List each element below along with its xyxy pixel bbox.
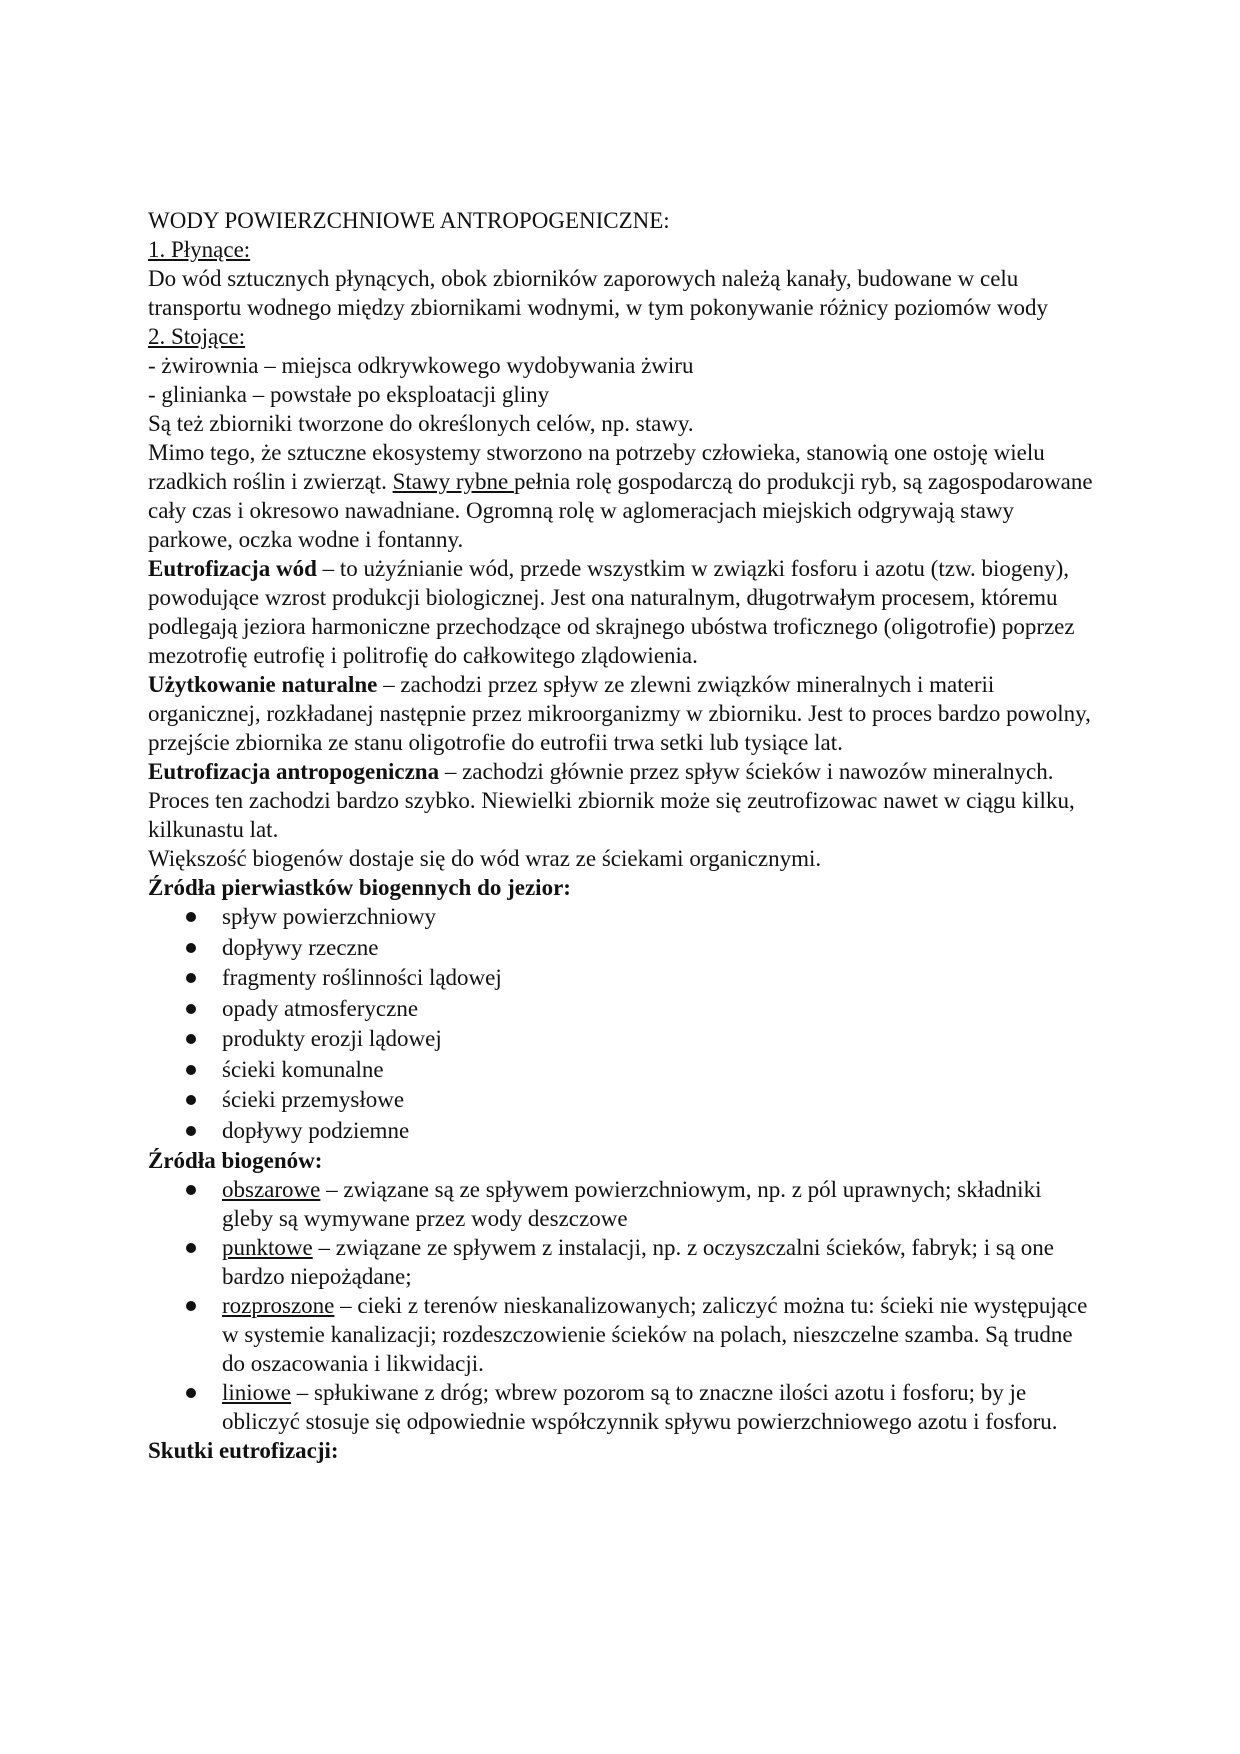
source-term: rozproszone bbox=[222, 1293, 335, 1318]
list-item bbox=[148, 1175, 1098, 1233]
list-item: spływ powierzchniowy bbox=[148, 902, 1098, 933]
source-term: obszarowe bbox=[222, 1177, 321, 1202]
list-item: dopływy podziemne bbox=[148, 1116, 1098, 1147]
bullet-icon bbox=[186, 973, 196, 983]
list-item bbox=[148, 1291, 1098, 1378]
natural-use-definition bbox=[148, 670, 1098, 757]
eutrophication-term: Eutrofizacja wód bbox=[148, 556, 317, 581]
lake-sources-heading: Źródła pierwiastków biogennych do jezior: bbox=[148, 875, 571, 900]
anthropogenic-definition bbox=[148, 757, 1098, 844]
bullet-icon bbox=[186, 943, 196, 953]
natural-use-term: Użytkowanie naturalne bbox=[148, 672, 378, 697]
section-flowing-text: Do wód sztucznych płynących, obok zbiorników zaporowych należą kanały, budowane w celu transportu wodnego między zbiornikami wodnymi, w tym pokonywanie różnicy poziomów wody bbox=[148, 266, 1049, 320]
list-item bbox=[148, 1233, 1098, 1291]
source-term: punktowe bbox=[222, 1235, 313, 1260]
bullet-icon bbox=[186, 1301, 196, 1311]
bullet-icon bbox=[186, 1185, 196, 1195]
section-standing-heading: 2. Stojące: bbox=[148, 324, 246, 349]
document-page bbox=[148, 206, 1098, 1465]
bullet-icon bbox=[186, 1034, 196, 1044]
eutrophication-definition bbox=[148, 554, 1098, 670]
standing-para-purpose: Są też zbiorniki tworzone do określonych celów, np. stawy. bbox=[148, 411, 694, 436]
source-term: liniowe bbox=[222, 1380, 291, 1405]
bullet-icon bbox=[186, 1126, 196, 1136]
source-description: – związane są ze spływem powierzchniowym, np. z pól uprawnych; składniki gleby są wymywane przez wody deszczowe bbox=[222, 1177, 1042, 1231]
bullet-icon bbox=[186, 1004, 196, 1014]
standing-para-ecosystems bbox=[148, 438, 1098, 554]
standing-item-gravel-pit: - żwirownia – miejsca odkrywkowego wydobywania żwiru bbox=[148, 353, 694, 378]
natural-use-text: – zachodzi przez spływ ze zlewni związków mineralnych i materii organicznej, rozkładanej następnie przez mikroorganizmy w zbiorniku. Jest to proces bardzo powolny, przejście zbiornika ze stanu oligotrofie do eutrofii trwa setki lub tysiące lat. bbox=[148, 672, 1091, 755]
ecosystems-text-b: pełnia rolę gospodarczą do produkcji ryb, są zagospodarowane cały czas i okresowo nawadniane. Ogromną rolę w aglomeracjach miejskich odgrywają stawy parkowe, oczka wodne i fontanny. bbox=[148, 469, 1093, 552]
bullet-icon bbox=[186, 1095, 196, 1105]
effects-heading: Skutki eutrofizacji: bbox=[148, 1438, 339, 1463]
anthropogenic-term: Eutrofizacja antropogeniczna bbox=[148, 759, 440, 784]
source-description: – związane ze spływem z instalacji, np. z oczyszczalni ścieków, fabryk; i są one bardzo niepożądane; bbox=[222, 1235, 1054, 1289]
section-flowing-heading: 1. Płynące: bbox=[148, 237, 251, 262]
lake-sources-list bbox=[148, 902, 1098, 1146]
eutrophication-text: – to użyźnianie wód, przede wszystkim w związki fosforu i azotu (tzw. biogeny), powodujące wzrost produkcji biologicznej. Jest ona naturalnym, długotrwałym procesem, któremu podlegają jeziora harmoniczne przechodzące od skrajnego ubóstwa troficznego (oligotrofie) poprzez mezotrofię eutrofię i politrofię do całkowitego zlądowienia. bbox=[148, 556, 1075, 668]
bullet-icon bbox=[186, 912, 196, 922]
list-item: fragmenty roślinności lądowej bbox=[148, 963, 1098, 994]
biogen-sources-heading: Źródła biogenów: bbox=[148, 1148, 323, 1173]
anthropogenic-text: – zachodzi głównie przez spływ ścieków i nawozów mineralnych. Proces ten zachodzi bardzo szybko. Niewielki zbiornik może się zeutrofizowac nawet w ciągu kilku, kilkunastu lat. bbox=[148, 759, 1075, 842]
list-item: opady atmosferyczne bbox=[148, 994, 1098, 1025]
ecosystems-text-a: Mimo tego, że sztuczne ekosystemy stworzono na potrzeby człowieka, stanowią one ostoję wielu rzadkich roślin i zwierząt. bbox=[148, 440, 1045, 494]
document-title: WODY POWIERZCHNIOWE ANTROPOGENICZNE: bbox=[148, 208, 670, 233]
biogen-sources-list bbox=[148, 1175, 1098, 1436]
source-description: – cieki z terenów nieskanalizowanych; zaliczyć można tu: ścieki nie występujące w systemie kanalizacji; rozdeszczowienie ścieków na polach, nieszczelne szamba. Są trudne do oszacowania i likwidacji. bbox=[222, 1293, 1088, 1376]
list-item: produkty erozji lądowej bbox=[148, 1024, 1098, 1055]
list-item: ścieki przemysłowe bbox=[148, 1085, 1098, 1116]
bullet-icon bbox=[186, 1388, 196, 1398]
standing-item-clay-pit: - glinianka – powstałe po eksploatacji gliny bbox=[148, 382, 550, 407]
list-item bbox=[148, 1378, 1098, 1436]
bullet-icon bbox=[186, 1065, 196, 1075]
list-item: ścieki komunalne bbox=[148, 1055, 1098, 1086]
fish-ponds-term: Stawy rybne bbox=[392, 469, 514, 494]
list-item: dopływy rzeczne bbox=[148, 933, 1098, 964]
anthropogenic-note: Większość biogenów dostaje się do wód wraz ze ściekami organicznymi. bbox=[148, 846, 822, 871]
source-description: – spłukiwane z dróg; wbrew pozorom są to znaczne ilości azotu i fosforu; by je obliczyć stosuje się odpowiednie współczynnik spływu powierzchniowego azotu i fosforu. bbox=[222, 1380, 1058, 1434]
bullet-icon bbox=[186, 1243, 196, 1253]
